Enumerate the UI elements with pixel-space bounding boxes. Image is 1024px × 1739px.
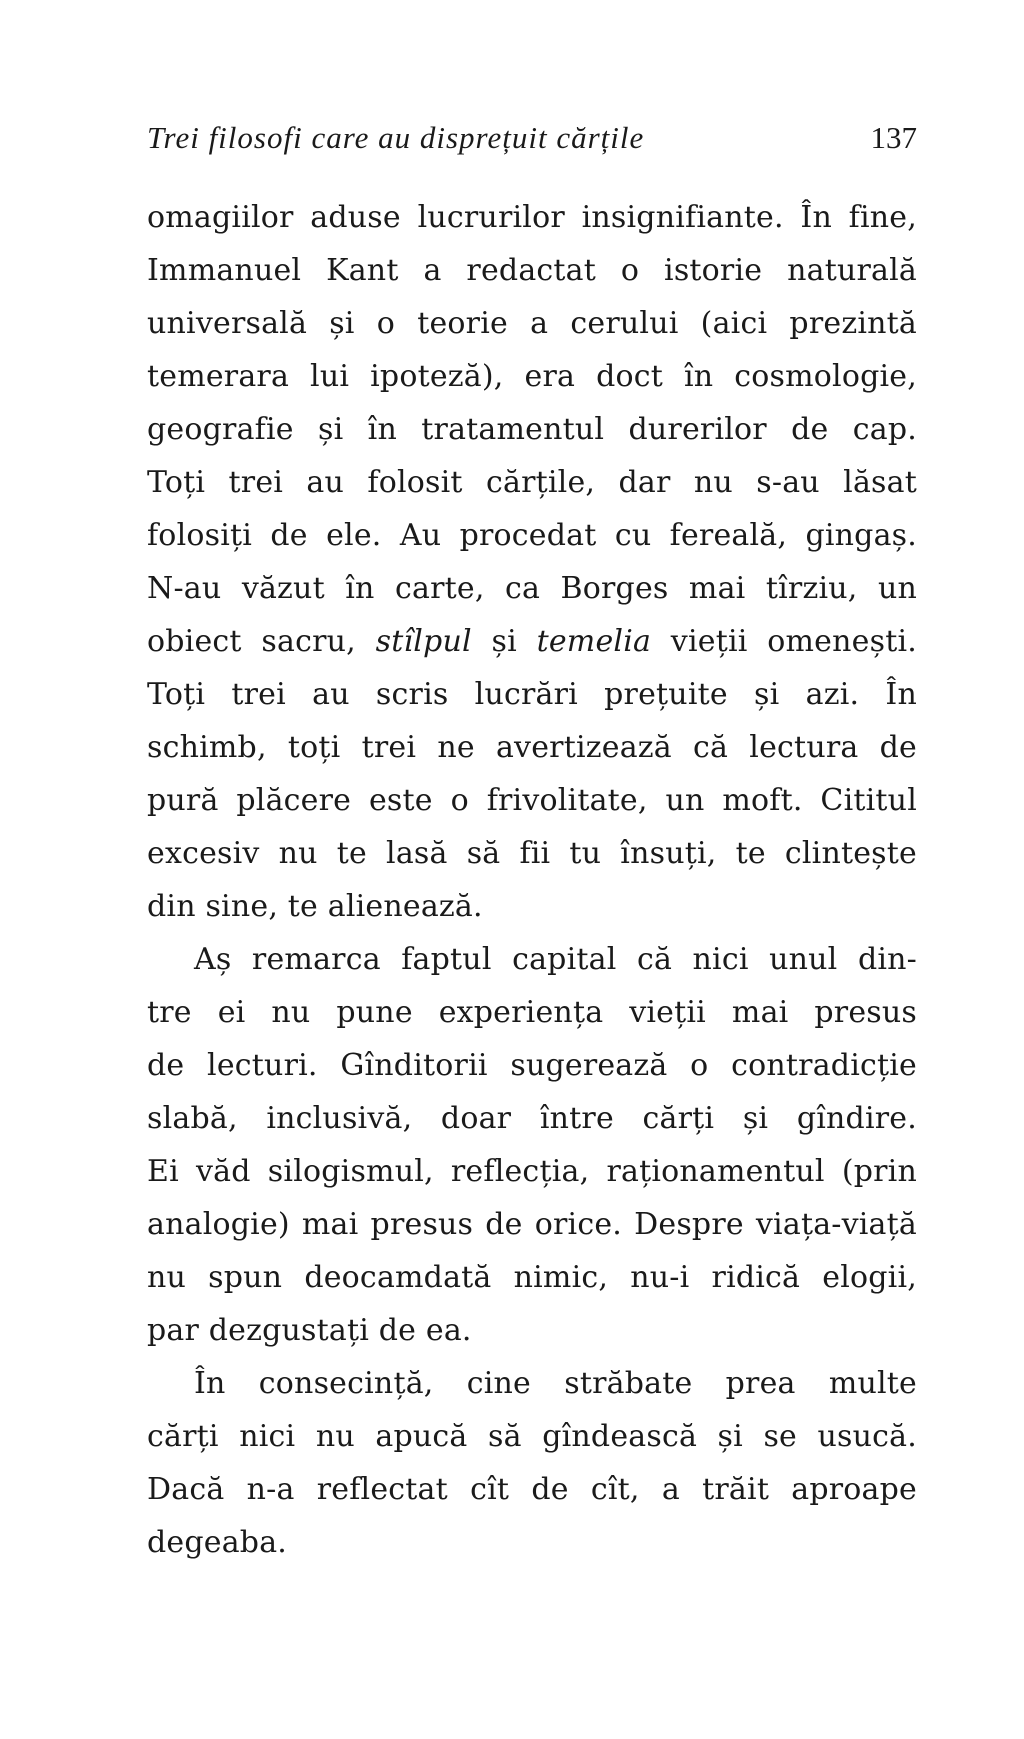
text-line: din sine, te alienează. [147, 889, 483, 924]
text-line: degeaba. [147, 1525, 288, 1560]
text-line: par dezgustați de ea. [147, 1313, 472, 1348]
text-line: cărți nici nu apucă să gîndească și se usucă. [147, 1419, 917, 1454]
running-head [147, 118, 917, 158]
text-line: analogie) mai presus de orice. Despre viața-viață [147, 1207, 917, 1242]
text-line: nu spun deocamdată nimic, nu-i ridică elogii, [147, 1260, 917, 1295]
text-line: slabă, inclusivă, doar între cărți și gîndire. [147, 1101, 917, 1136]
running-title: Trei filosofi care au disprețuit cărțile [147, 120, 645, 155]
page-number: 137 [870, 120, 917, 155]
text-line: excesiv nu te lasă să fii tu însuți, te clintește [147, 836, 917, 871]
paragraph-2 [147, 933, 917, 1357]
text-line: În consecință, cine străbate prea multe [194, 1366, 917, 1401]
text-line: omagiilor aduse lucrurilor insignifiante. În fine, [147, 200, 917, 235]
text-line: pură plăcere este o frivolitate, un moft. Cititul [147, 783, 917, 818]
text-line: Toți trei au folosit cărțile, dar nu s-au lăsat [147, 465, 917, 500]
text-line: tre ei nu pune experiența vieții mai presus [147, 995, 917, 1030]
text-line: Ei văd silogismul, reflecția, raționamentul (prin [147, 1154, 917, 1189]
paragraph-3 [147, 1357, 917, 1569]
text-fragment: obiect sacru, [147, 624, 376, 659]
text-line: universală și o teorie a cerului (aici prezintă [147, 306, 917, 341]
paragraph-1 [147, 191, 917, 933]
text-line: folosiți de ele. Au procedat cu fereală, gingaș. [147, 518, 917, 553]
text-line: Aș remarca faptul capital că nici unul din- [194, 942, 917, 977]
emphasis-stilpul: stîlpul [375, 624, 472, 659]
emphasis-temelia: temelia [536, 624, 652, 659]
text-line-with-emphasis [147, 615, 917, 668]
text-line: N-au văzut în carte, ca Borges mai tîrziu, un [147, 571, 917, 606]
body-text [147, 191, 917, 1569]
text-line: Dacă n-a reflectat cît de cît, a trăit aproape [147, 1472, 917, 1507]
text-line: de lecturi. Gînditorii sugerează o contradicție [147, 1048, 917, 1083]
text-line: schimb, toți trei ne avertizează că lectura de [147, 730, 917, 765]
text-line: geografie și în tratamentul durerilor de cap. [147, 412, 917, 447]
text-line: temerara lui ipoteză), era doct în cosmologie, [147, 359, 917, 394]
text-fragment: și [471, 624, 537, 659]
text-fragment: vieții omenești. [651, 624, 917, 659]
text-line: Toți trei au scris lucrări prețuite și azi. În [147, 677, 917, 712]
text-line: Immanuel Kant a redactat o istorie naturală [147, 253, 917, 288]
